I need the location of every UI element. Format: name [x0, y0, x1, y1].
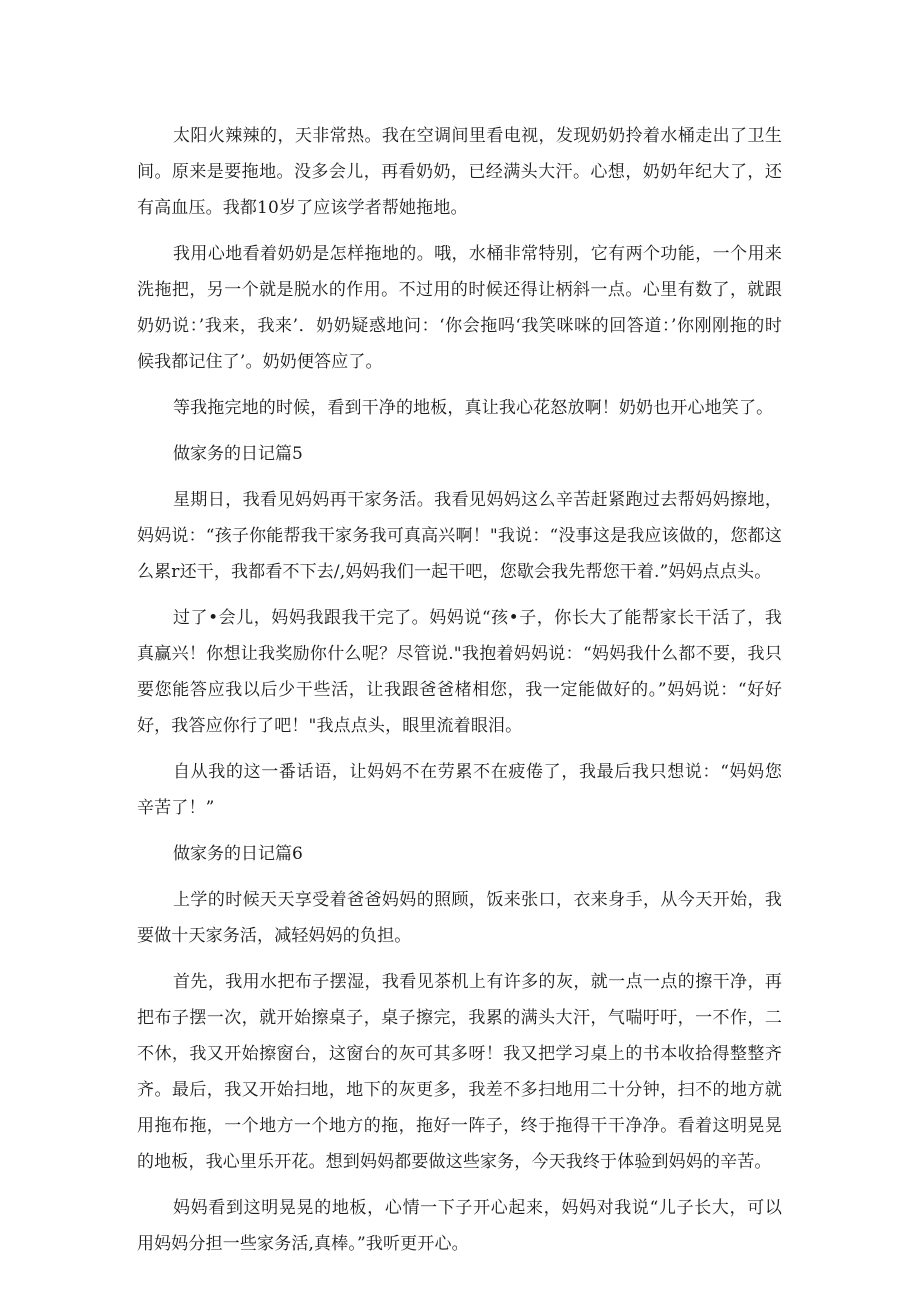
paragraph: 等我拖完地的时候，看到干净的地板，真让我心花怒放啊！奶奶也开心地笑了。	[173, 398, 774, 418]
paragraph: 我用心地看着奶奶是怎样拖地的。哦，水桶非常特别，它有两个功能，一个用来洗拖把，另一个就是脱水的作用。不过用的时候还得让柄斜一点。心里有数了，就跟奶奶说：’我来，我来’．奶奶疑惑地问：‘你会拖吗‘我笑咪咪的回答道：’你刚刚拖的时候我都记住了’。奶奶便答应了。	[137, 244, 782, 372]
paragraph: 首先，我用水把布子摆湿，我看见茶机上有许多的灰，就一点一点的擦干净，再把布子摆一次，就开始擦桌子，桌子擦完，我累的满头大汗，气喘吁吁，一不作，二不休，我又开始擦窗台，这窗台的灰可其多呀！我又把学习桌上的书本收拾得整整齐齐。最后，我又开始扫地，地下的灰更多，我差不多扫地用二十分钟，扫不的地方就用拖布拖，一个地方一个地方的拖，拖好一阵子，终于拖得干干净净。看着这明晃晃的地板，我心里乐开花。想到妈妈都要做这些家务，今天我终于体验到妈妈的辛苦。	[137, 972, 782, 1172]
section-heading-6: 做家务的日记篇6	[173, 844, 303, 864]
paragraph: 过了•会儿，妈妈我跟我干完了。妈妈说“孩•子，你长大了能帮家长干活了，我真赢兴！你想让我奖励你什么呢？尽管说."我抱着妈妈说：“妈妈我什么都不要，我只要您能答应我以后少干些活，让我跟爸爸楮相您，我一定能做好的。”妈妈说：“好好好，我答应你行了吧！"我点点头，眼里流着眼泪。	[137, 608, 782, 736]
section-heading-5: 做家务的日记篇5	[173, 444, 303, 464]
paragraph: 妈妈看到这明晃晃的地板，心情一下子开心起来，妈妈对我说“儿子长大，可以用妈妈分担一些家务活,真棒。”我听更开心。	[137, 1198, 782, 1254]
paragraph: 上学的时候天天享受着爸爸妈妈的照顾，饭来张口，衣来身手，从今天开始，我要做十天家务活，减轻妈妈的负担。	[137, 890, 782, 946]
paragraph: 星期日，我看见妈妈再干家务活。我看见妈妈这么辛苦赶紧跑过去帮妈妈擦地，妈妈说：“孩子你能帮我干家务我可真高兴啊！"我说：“没事这是我应该做的，您都这么累r还干，我都看不下去/,妈妈我们一起干吧，您歇会我先帮您干着.”妈妈点点头。	[137, 490, 782, 582]
document-body	[137, 118, 782, 1272]
paragraph: 自从我的这一番话语，让妈妈不在劳累不在疲倦了，我最后我只想说：“妈妈您辛苦了！”	[137, 762, 782, 818]
paragraph: 太阳火辣辣的，天非常热。我在空调间里看电视，发现奶奶拎着水桶走出了卫生间。原来是要拖地。没多会儿，再看奶奶，已经满头大汗。心想，奶奶年纪大了，还有高血压。我都10岁了应该学者帮她拖地。	[137, 126, 782, 218]
